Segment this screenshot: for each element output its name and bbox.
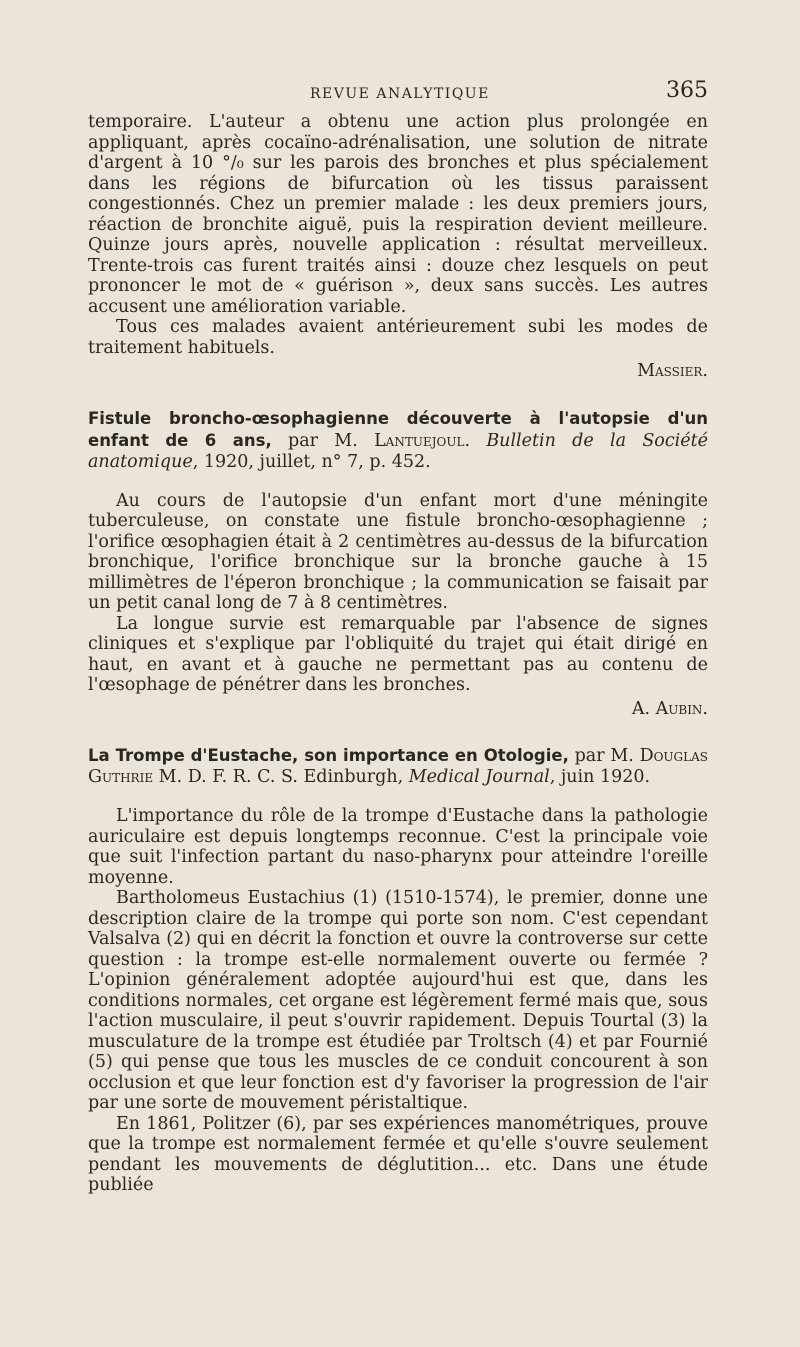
paragraph: La longue survie est remarquable par l'absence de signes cliniques et s'explique par l'obliquité du trajet qui était dirigé en haut, en avant et à gauche ne permettant pas au contenu de l'œsophage de pénétrer dans les bronches.	[88, 613, 708, 695]
page-number: 365	[666, 78, 708, 103]
heading-sep: M. D. F. R. C. S. Edinburgh,	[153, 767, 409, 787]
author-name: Lantuejoul	[374, 430, 465, 451]
paragraph: Bartholomeus Eustachius (1) (1510-1574), le premier, donne une description claire de la trompe qui porte son nom. C'est cependant Valsalva (2) qui en décrit la fonction et ouvre la controverse sur cette question : la trompe est-elle normalement ouverte ou fermée ? L'opinion généralement adoptée aujourd'hui est que, dans les conditions normales, cet organe est légèrement fermé mais que, sous l'action musculaire, il peut s'ouvrir rapidement. Depuis Tourtal (3) la musculature de la trompe est étudiée par Troltsch (4) et par Fournié (5) qui pense que tous les muscles de ce conduit concourent à son occlusion et que leur fonction est d'y favoriser la progression de l'air par une sorte de mouvement péristaltique.	[88, 888, 708, 1113]
citation-details: , 1920, juillet, n° 7, p. 452.	[192, 451, 431, 472]
paragraph: En 1861, Politzer (6), par ses expériences manométriques, prouve que la trompe est normalement fermée et qu'elle s'ouvre seulement pendant les mouvements de déglutition... etc. Dans une étude publiée	[88, 1113, 708, 1195]
paragraph: Au cours de l'autopsie d'un enfant mort d'une méningite tuberculeuse, on constate une fistule broncho-œsophagienne ; l'orifice œsophagien était à 2 centimètres au-dessus de la bifurcation bronchique, l'orifice bronchique sur la bronche gauche à 15 millimètres de l'éperon bronchique ; la communication se faisait par un petit canal long de 7 à 8 centimètres.	[88, 490, 708, 613]
page-body	[88, 112, 708, 1196]
journal-name: Medical Journal	[408, 767, 550, 787]
running-title: REVUE ANALYTIQUE	[310, 86, 490, 102]
citation-details: , juin 1920.	[549, 767, 651, 787]
heading-by: par M.	[568, 746, 640, 766]
paragraph: L'importance du rôle de la trompe d'Eustache dans la pathologie auriculaire est depuis longtemps reconnue. C'est la principale voie que suit l'infection partant du naso-pharynx pour atteindre l'oreille moyenne.	[88, 806, 708, 888]
article-continuation	[88, 112, 708, 382]
journal-name: Bulletin de la Société anatomique	[88, 430, 708, 472]
heading-by: par M.	[271, 430, 375, 451]
signature: A. Aubin.	[631, 698, 708, 719]
article-fistule	[88, 408, 708, 720]
paragraph: temporaire. L'auteur a obtenu une action plus prolongée en appliquant, après cocaïno-adrénalisation, une solution de nitrate d'argent à 10 °/₀ sur les parois des bronches et plus spécialement dans les régions de bifurcation où les tissus paraissent congestionnés. Chez un premier malade : les deux premiers jours, réaction de bronchite aiguë, puis la respiration devient meilleure. Quinze jours après, nouvelle application : résultat merveilleux. Trente-trois cas furent traités ainsi : douze chez lesquels on peut prononcer le mot de « guérison », deux sans succès. Les autres accusent une amélioration variable.	[88, 112, 708, 317]
article-heading	[88, 745, 708, 788]
article-trompe	[88, 745, 708, 1196]
author-name: Douglas Guthrie	[88, 746, 708, 787]
signature: Massier.	[637, 361, 708, 381]
article-title: La Trompe d'Eustache, son importance en Otologie,	[88, 746, 569, 765]
paragraph: Tous ces malades avaient antérieurement subi les modes de traitement habituels.	[88, 317, 708, 358]
heading-sep: .	[464, 430, 487, 451]
running-header	[88, 78, 708, 112]
article-heading	[88, 408, 708, 473]
article-title: Fistule broncho-œsophagienne découverte à l'autopsie d'un enfant de 6 ans,	[88, 408, 708, 450]
